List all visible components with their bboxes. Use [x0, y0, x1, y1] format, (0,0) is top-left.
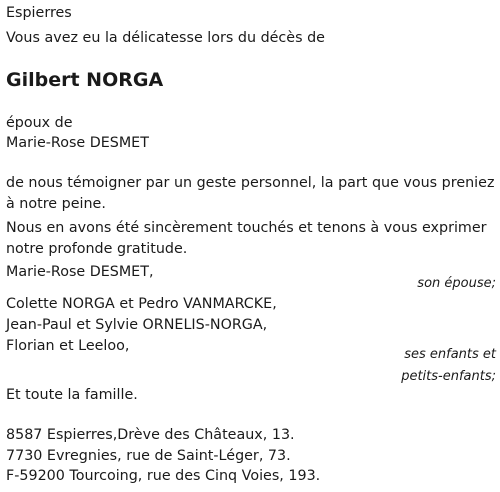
children-role-line-2: petits-enfants; — [401, 369, 496, 384]
relation-text: époux de — [6, 115, 73, 131]
spouse-name: Marie-Rose DESMET — [6, 135, 149, 151]
address-2: 7730 Evregnies, rue de Saint-Léger, 73. — [6, 448, 291, 464]
message-paragraph-1: de nous témoigner par un geste personnel, la part que vous preniez à notre peine. — [6, 175, 495, 212]
family-spouse-line: Marie-Rose DESMET, — [6, 264, 154, 280]
address-3: F-59200 Tourcoing, rue des Cinq Voies, 193. — [6, 468, 321, 484]
deceased-name: Gilbert NORGA — [6, 69, 164, 91]
spouse-role: son épouse; — [417, 276, 496, 291]
family-child-2: Jean-Paul et Sylvie ORNELIS-NORGA, — [6, 317, 268, 333]
message-paragraph-2: Nous en avons été sincèrement touchés et tenons à vous exprimer notre profonde gratitude. — [6, 220, 487, 257]
family-child-1: Colette NORGA et Pedro VANMARCKE, — [6, 296, 277, 312]
address-1: 8587 Espierres,Drève des Châteaux, 13. — [6, 427, 295, 443]
family-closing: Et toute la famille. — [6, 387, 138, 403]
children-role-line-1: ses enfants et — [404, 347, 496, 362]
place-name: Espierres — [6, 5, 72, 21]
family-child-3: Florian et Leeloo, — [6, 338, 130, 354]
intro-text: Vous avez eu la délicatesse lors du décès de — [6, 30, 325, 46]
